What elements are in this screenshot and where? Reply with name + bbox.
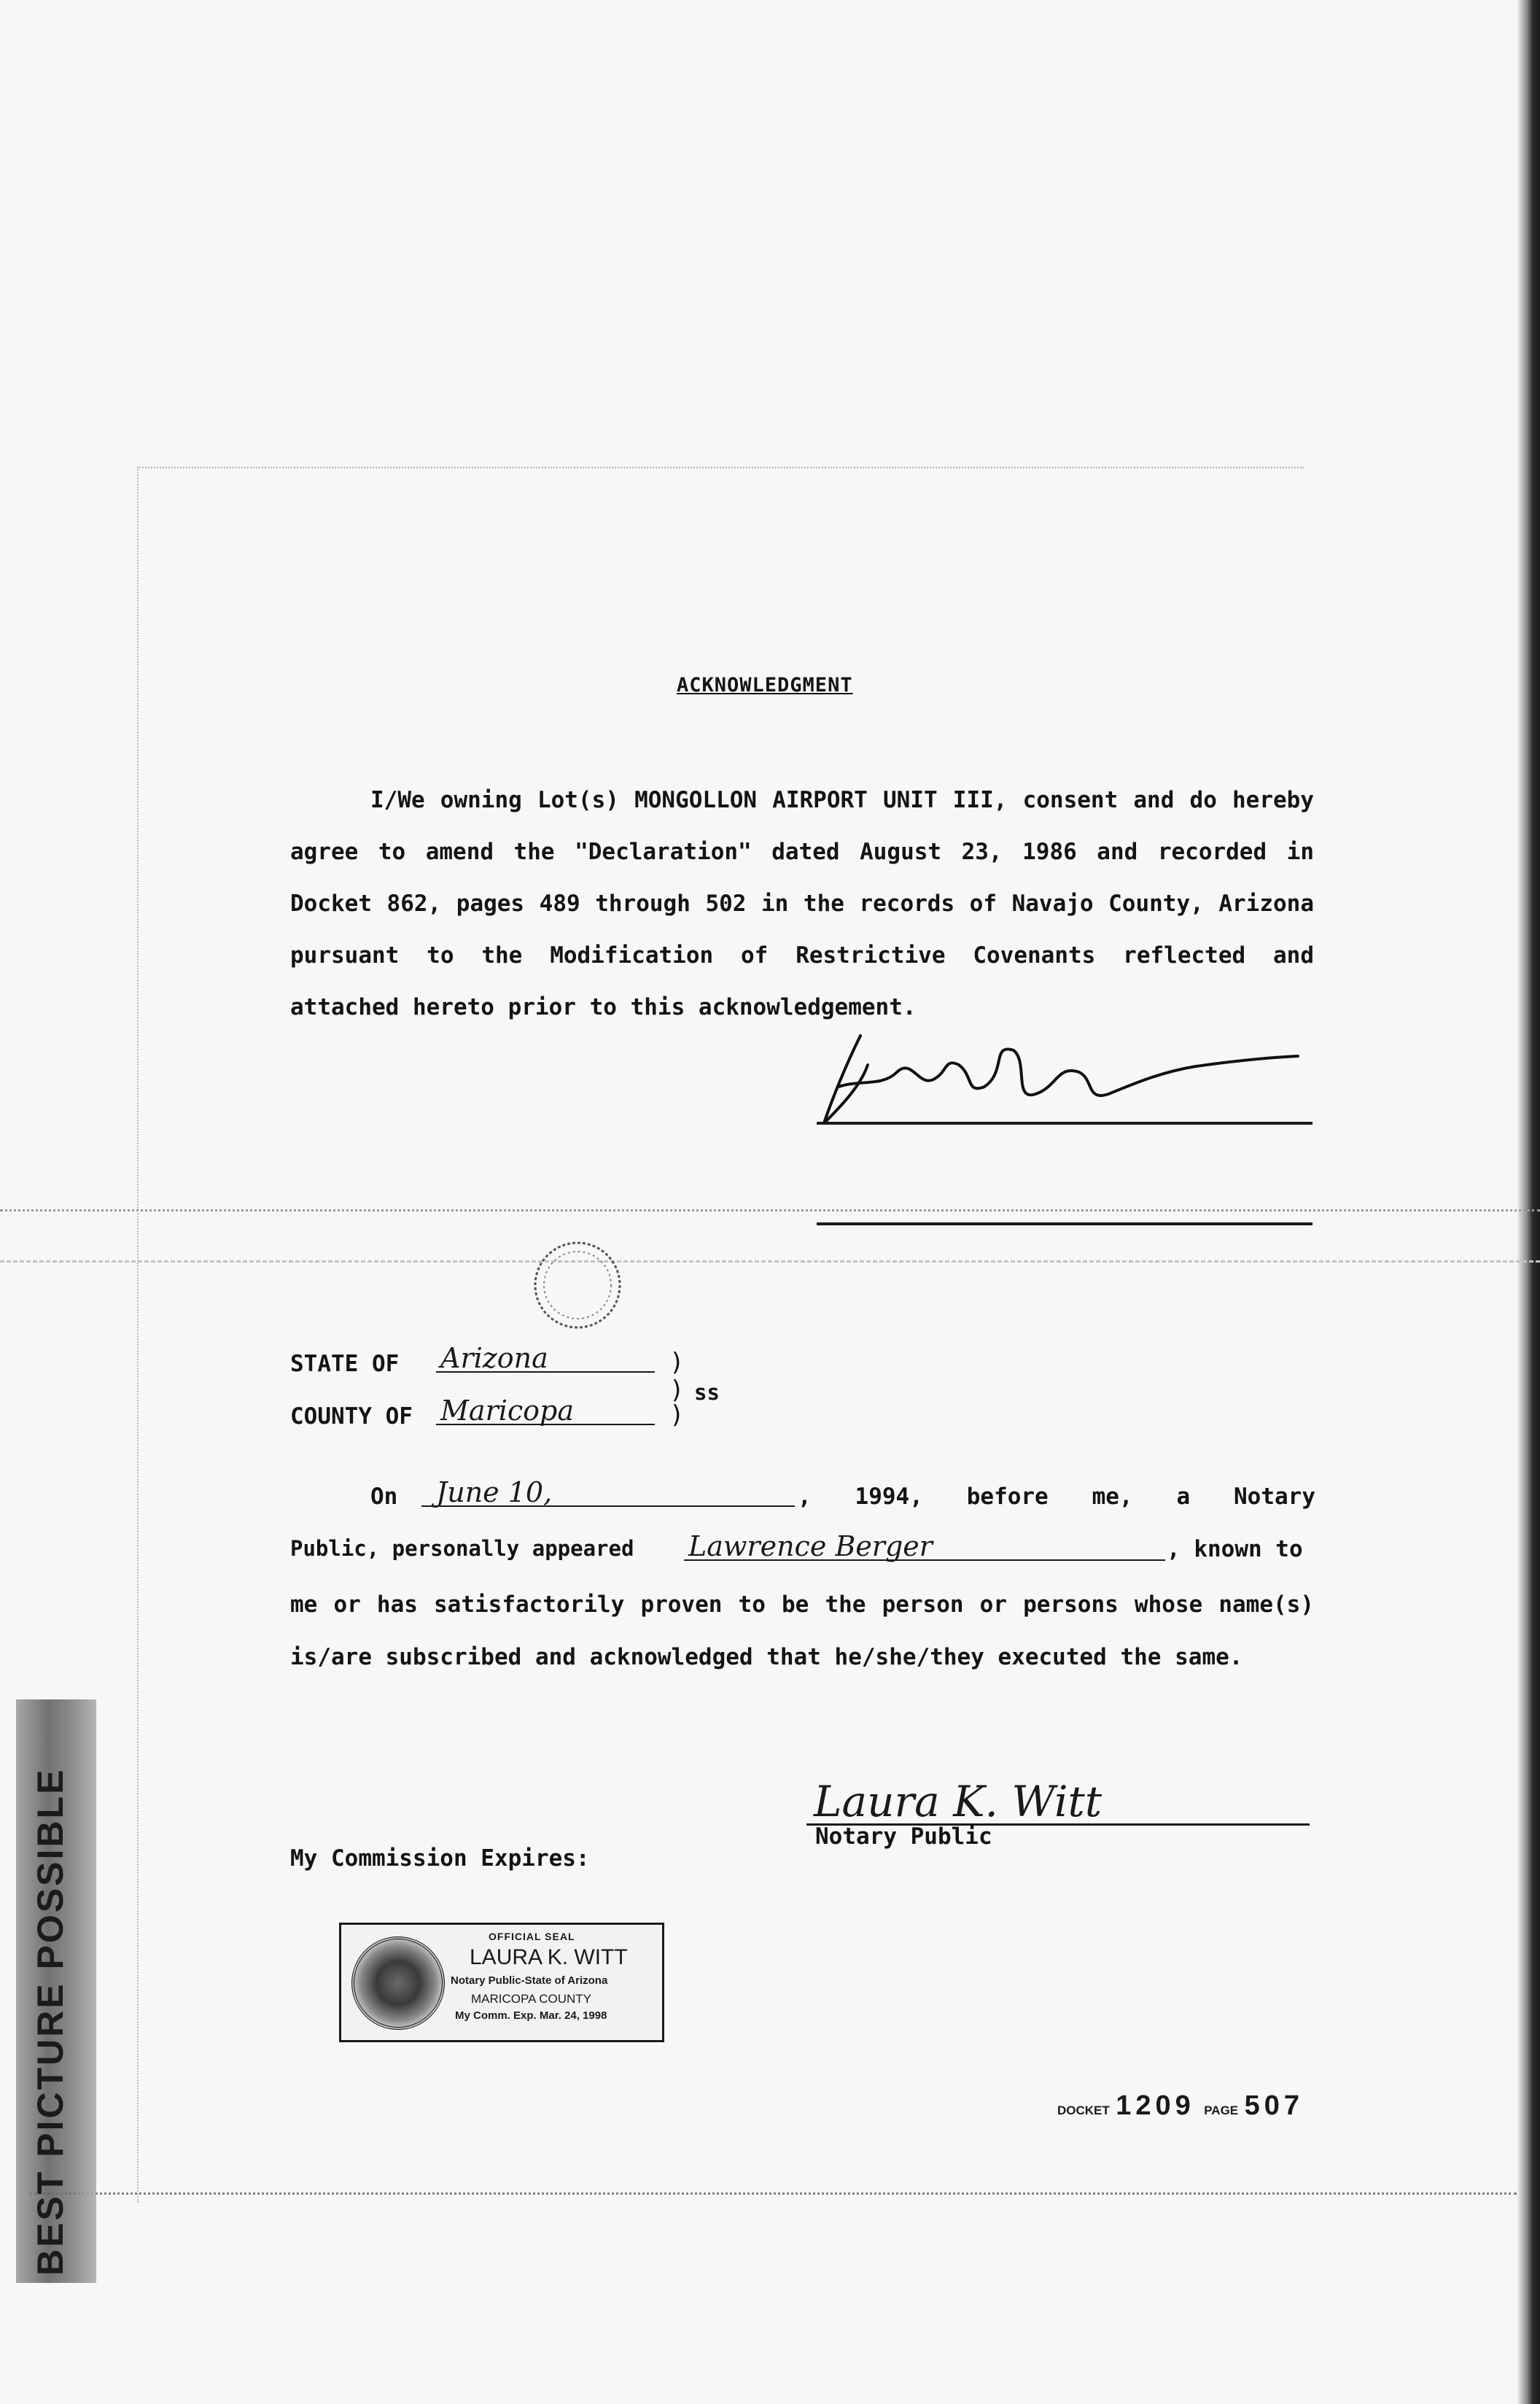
docket-number: 1209 — [1116, 2090, 1195, 2121]
county-value: Maricopa — [440, 1395, 575, 1427]
owner-signature-line — [817, 1122, 1312, 1125]
fold-line — [0, 1260, 1540, 1263]
docket-reference — [1057, 2090, 1304, 2122]
seal-line-title: Notary Public-State of Arizona — [451, 1974, 608, 1987]
appeared-name-value: Lawrence Berger — [688, 1530, 933, 1562]
county-label: COUNTY OF — [290, 1403, 413, 1430]
page-number: 507 — [1244, 2090, 1304, 2121]
seal-line-official: OFFICIAL SEAL — [489, 1931, 575, 1942]
consent-text: I/We owning Lot(s) MONGOLLON AIRPORT UNIT III, consent and do hereby agree to amend the "Declaration" dated August 23, 1986 and recorded in Docket 862, pages 489 through 502 in the records of Navajo County, Arizona pursuant to the Modification of Restrictive Covenants reflected and attached hereto prior to this acknowledgement. — [290, 787, 1314, 1020]
second-signature-line — [817, 1222, 1312, 1225]
seal-line-county: MARICOPA COUNTY — [471, 1992, 591, 2006]
seal-line-name: LAURA K. WITT — [470, 1945, 628, 1969]
seal-line-expiry: My Comm. Exp. Mar. 24, 1998 — [455, 2009, 607, 2022]
county-field — [436, 1395, 655, 1425]
year-text: , 1994, before me, a Notary — [798, 1484, 1315, 1510]
notary-statement-body: me or has satisfactorily proven to be the person or persons whose name(s) is/are subscribed and acknowledged that he/she/they executed the same. — [290, 1591, 1314, 1670]
fold-line — [0, 1209, 1540, 1211]
public-appeared-text: Public, personally appeared — [290, 1536, 634, 1561]
page-label: PAGE — [1204, 2104, 1239, 2117]
scan-frame-left — [137, 467, 139, 2203]
hole-punch-mark — [526, 1234, 629, 1336]
venue-bracket-top: ) — [669, 1348, 685, 1377]
margin-stamp-text: BEST PICTURE POSSIBLE — [30, 1767, 71, 2276]
consent-paragraph — [290, 775, 1314, 1034]
state-field — [436, 1342, 655, 1373]
notary-seal-stamp — [339, 1923, 664, 2042]
owner-signature-area — [817, 1021, 1312, 1138]
venue-bracket-bottom: ) — [669, 1400, 685, 1430]
venue-bracket-middle: ) — [669, 1376, 685, 1405]
docket-label: DOCKET — [1057, 2104, 1110, 2117]
ss-marker: ss — [694, 1380, 720, 1405]
appeared-name-field — [684, 1530, 1165, 1561]
owner-signature-mark — [817, 1021, 1312, 1138]
document-heading: ACKNOWLEDGMENT — [677, 674, 853, 697]
date-field — [421, 1476, 795, 1507]
date-value: June 10, — [436, 1476, 553, 1508]
state-value: Arizona — [440, 1342, 548, 1374]
scan-frame-top — [137, 467, 1304, 468]
state-label: STATE OF — [290, 1351, 400, 1377]
notary-signature: Laura K. Witt — [814, 1777, 1102, 1826]
known-to-text: , known to — [1167, 1536, 1303, 1562]
scan-edge-shadow — [1517, 0, 1540, 2404]
on-label: On — [370, 1484, 398, 1510]
commission-expires-label: My Commission Expires: — [290, 1845, 590, 1872]
notary-title: Notary Public — [815, 1823, 992, 1850]
scan-bottom-rule — [29, 2192, 1517, 2195]
state-seal-icon — [351, 1936, 445, 2030]
